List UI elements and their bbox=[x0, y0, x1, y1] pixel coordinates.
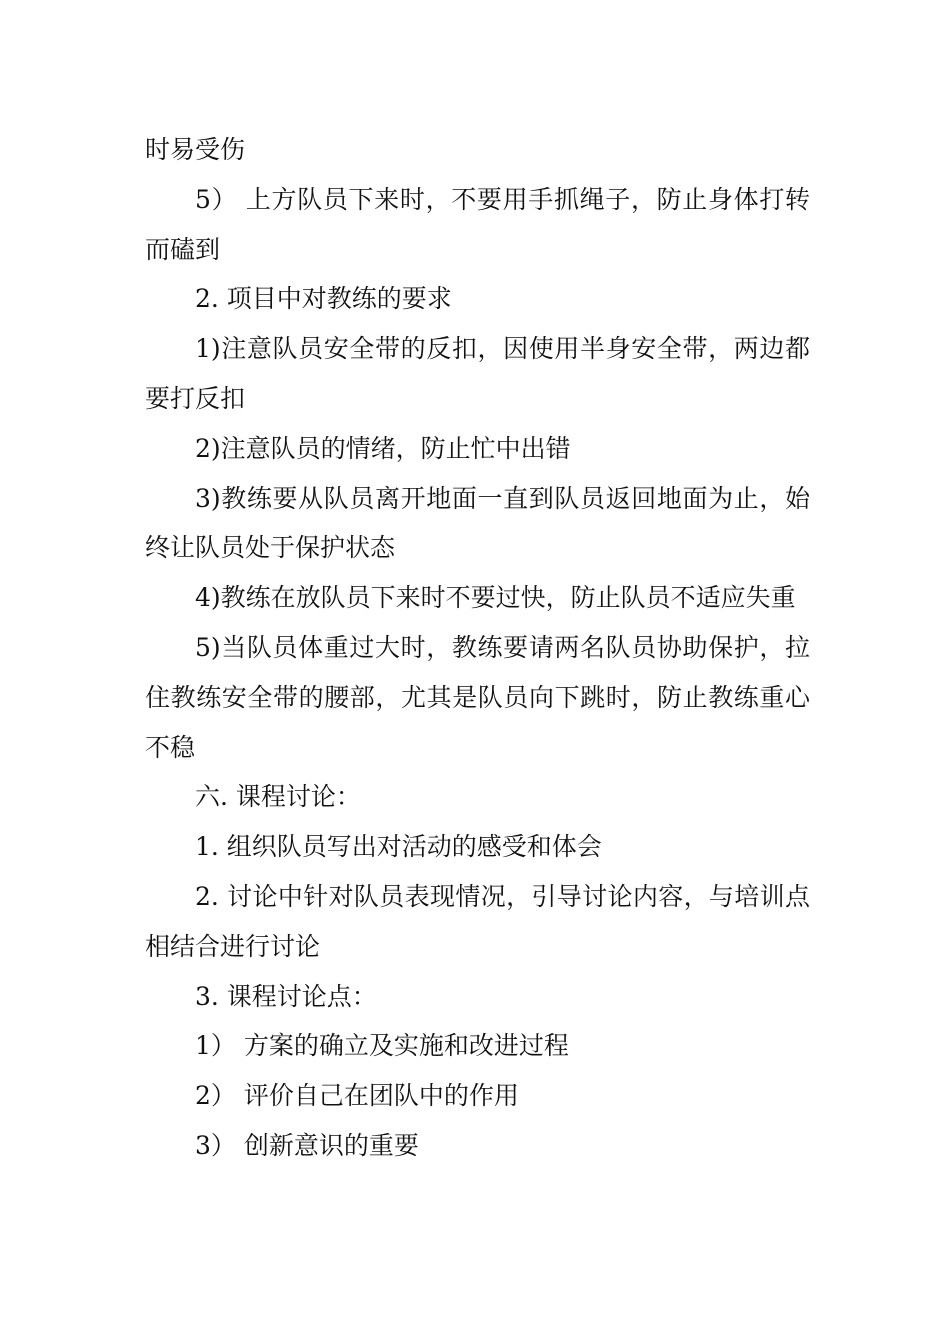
section-heading-coach-requirements: 2. 项目中对教练的要求 bbox=[195, 284, 452, 314]
discussion-point-1: 1） 方案的确立及实施和改进过程 bbox=[195, 1031, 569, 1061]
paragraph-discussion-2: 2. 讨论中针对队员表现情况，引导讨论内容，与培训点相结合进行讨论 bbox=[145, 881, 810, 961]
paragraph-discussion-3: 3. 课程讨论点： bbox=[195, 981, 377, 1011]
paragraph-discussion-1: 1. 组织队员写出对活动的感受和体会 bbox=[195, 832, 602, 862]
paragraph-coach-5: 5)当队员体重过大时，教练要请两名队员协助保护，拉住教练安全带的腰部，尤其是队员向下跳时，防止教练重心不稳 bbox=[145, 632, 810, 762]
paragraph-coach-1: 1)注意队员安全带的反扣，因使用半身安全带，两边都 要打反扣 bbox=[145, 334, 810, 413]
document-body bbox=[145, 125, 810, 1171]
discussion-point-2: 2） 评价自己在团队中的作用 bbox=[195, 1081, 519, 1111]
paragraph-coach-3: 3)教练要从队员离开地面一直到队员返回地面为止，始终让队员处于保护状态 bbox=[145, 483, 810, 563]
paragraph-item-5-rope: 5） 上方队员下来时，不要用手抓绳子，防止身体打转而磕到 bbox=[145, 184, 810, 264]
paragraph-fragment-continuation: 时易受伤 bbox=[145, 135, 246, 164]
paragraph-coach-2: 2)注意队员的情绪，防止忙中出错 bbox=[195, 433, 571, 463]
discussion-point-3: 3） 创新意识的重要 bbox=[195, 1130, 419, 1160]
section-heading-course-discussion: 六. 课程讨论： bbox=[195, 782, 361, 812]
paragraph-coach-4: 4)教练在放队员下来时不要过快，防止队员不适应失重 bbox=[195, 583, 796, 613]
